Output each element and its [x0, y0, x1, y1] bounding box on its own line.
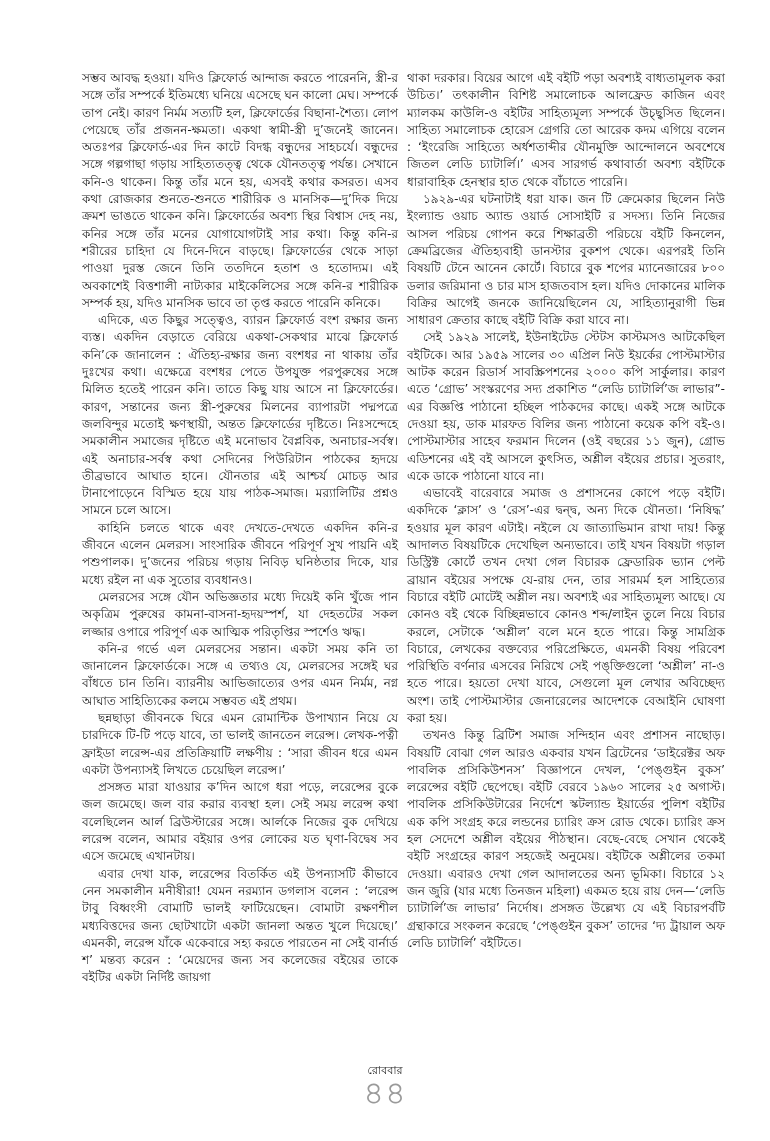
paragraph: মেলরসের সঙ্গে যৌন অভিজ্ঞতার মধ্যে দিয়েই কনি খুঁজে পান অকৃত্রিম পুরুষের কামনা-বাসনা-হৃদয়স্পর্শ, যা দেহতটের সকল লজ্জার ওপারে পরিপূর্ণ এক আত্মিক পরিতৃপ্তির স্পর্শেও ঋদ্ধ। — [82, 589, 398, 639]
magazine-name: রোববার — [367, 1064, 403, 1077]
paragraph: কাহিনি চলতে থাকে এবং দেখতে-দেখতে একদিন কনি-র জীবনে এলেন মেলরস। সাংসারিক জীবনে পরিপূর্ণ সুখ পায়নি এই পশুপালক। দু’জনের পরিচয় গড়ায় নিবিড় ঘনিষ্ঠতার দিকে, যার মধ্যে রইল না এক সুতোর ব্যবধানও। — [82, 520, 398, 587]
paragraph: এবার দেখা যাক, লরেন্সের বিতর্কিত এই উপন্যাসটি কীভাবে নেন সমকালীন মনীষীরা! যেমন নরম্যান ডগলাস বলেন : ‘লরেন্স টাবু বিধ্বংসী বোমাটি ভালই ফাটিয়েছেন। বোমাটা রক্ষণশীল মধ্যবিত্তদের জন্য ছোটখাটো একটা জানলা অন্তত খুলে দিয়েছে।’ এমনকী, লরেন্স যাঁকে একেবারে সহ্য করতে পারতেন না সেই বার্নার্ড শ’ মন্তব্য করেন : ‘মেয়েদের জন্য সব কলেজের বইয়ের তাকে বইটির একটা নির্দিষ্ট জায়গা — [82, 866, 398, 985]
paragraph: সেই ১৯২৯ সালেই, ইউনাইটেড স্টেটস কাস্টমসও আটকেছিল বইটিকে। আর ১৯৫৯ সালের ৩০ এপ্রিল নিউ ইয়র্কের পোস্টমাস্টার আটক করেন রিডার্স সাবস্ক্রিপশনের ২০০০ কপি সার্কুলার। কারণ এতে ‘গ্রোভ’ সংস্করণের সদ্য প্রকাশিত “লেডি চ্যাটার্লি’জ লাভার”-এর বিজ্ঞপ্তি পাঠানো হচ্ছিল পাঠকদের কাছে। একই সঙ্গে আটকে দেওয়া হয়, ডাক মারফত বিলির জন্য পাঠানো কয়েক কপি বই-ও। পোস্টমাস্টার সাহেব ফরমান দিলেন (ওই বছরের ১১ জুন), গ্রোভ এডিশনের এই বই আসলে কুৎসিত, অশ্লীল বইয়ের প্রচার। সুতরাং, একে ডাকে পাঠানো যাবে না। — [407, 330, 725, 483]
left-text-column — [82, 70, 398, 987]
right-text-column — [407, 70, 725, 952]
paragraph: ১৯২৯-এর ঘটনাটাই ধরা যাক। জন টি ক্রেমেকার ছিলেন নিউ ইংল্যান্ড ওয়াচ অ্যান্ড ওয়ার্ড সোসাইটি র সদস্য। তিনি নিজের আসল পরিচয় গোপন করে শিক্ষাব্রতী পরিচয়ে বইটি কিনলেন, ক্রেমব্রিজের ঐতিহ্যবাহী ডানস্টার বুকশপ থেকে। এরপরই তিনি বিষয়টি টেনে আনেন কোর্টে। বিচারে বুক শপের ম্যানেজারের ৮০০ ডলার জরিমানা ও চার মাস হাজতবাস হল। যদিও দোকানের মালিক বিক্রির আগেই জনকে জানিয়েছিলেন যে, সাহিত্যানুরাগী ভিন্ন সাধারণ ক্রেতার কাছে বইটি বিক্রি করা যাবে না। — [407, 192, 725, 328]
paragraph: তখনও কিন্তু ব্রিটিশ সমাজ সন্দিহান এবং প্রশাসন নাছোড়। বিষয়টি বোঝা গেল আরও একবার যখন ব্রিটেনের ‘ডাইরেক্টর অফ পাবলিক প্রসিকিউশনস’ বিজ্ঞাপনে দেখল, ‘পেঙ্গুইন বুকস’ লরেন্সের বইটি ছেপেছে। বইটি বেরবে ১৯৬০ সালের ২৫ অগাস্ট। পাবলিক প্রসিকিউটারের নির্দেশে স্কটল্যান্ড ইয়ার্ডের পুলিশ বইটির এক কপি সংগ্রহ করে লন্ডনের চ্যারিং ক্রস রোড থেকে। চ্যারিং ক্রস হল সেদেশে অশ্লীল বইয়ের পীঠস্থান। বেছে-বেছে সেখান থেকেই বইটি সংগ্রহের কারণ সহজেই অনুমেয়। বইটিকে অশ্লীলের তকমা দেওয়া। এবারও দেখা গেল আদালতের অন্য ভূমিকা। বিচারে ১২ জন জুরি (যার মধ্যে তিনজন মহিলা) একমত হয়ে রায় দেন—‘লেডি চ্যাটার্লি’জ লাভার’ নির্দোষ। প্রসঙ্গত উল্লেখ্য যে এই বিচারপর্বটি গ্রন্থাকারে সংকলন করেছে ‘পেঙ্গুইন বুকস’ তাদের ‘দ্য ট্রায়াল অফ লেডি চ্যাটার্লি’ বইটিতে। — [407, 728, 725, 950]
paragraph: প্রসঙ্গত মারা যাওয়ার ক’দিন আগে ধরা পড়ে, লরেন্সের বুকে জল জমেছে। জল বার করার ব্যবস্থা হল। সেই সময় লরেন্স কথা বলেছিলেন আর্ল ব্রিউস্টারের সঙ্গে। আর্লকে নিজের বুক দেখিয়ে লরেন্স বলেন, আমার বইয়ার ওপর লোকের যত ঘৃণা-বিদ্বেষ সব এসে জমেছে এখানটায়। — [82, 780, 398, 864]
paragraph: থাকা দরকার। বিয়ের আগে এই বইটি পড়া অবশ্যই বাধ্যতামূলক করা উচিত।’ তৎকালীন বিশিষ্ট সমালোচক আলফ্রেড কাজিন এবং ম্যালকম কাউলি-ও বইটির সাহিত্যমূল্য সম্পর্কে উচ্ছ্বসিত ছিলেন। সাহিত্য সমালোচক হোরেস গ্রেগরি তো আরেক কদম এগিয়ে বলেন : ‘ইংরেজি সাহিত্যে অর্ধশতাব্দীর যৌনমুক্তি আন্দোলনে অবশেষে জিতল লেডি চ্যাটার্লি।’ এসব সারগর্ভ কথাবার্তা অবশ্য বইটিকে ধারাবাহিক হেনস্থার হাত থেকে বাঁচাতে পারেনি। — [407, 71, 725, 189]
paragraph: ছন্নছাড়া জীবনকে ঘিরে এমন রোমান্টিক উপাখ্যান নিয়ে যে চারদিকে টি-টি পড়ে যাবে, তা ভালই জানতেন লরেন্স। লেখক-পত্নী ফ্রাইডা লরেন্স-এর প্রতিক্রিয়াটি লক্ষণীয় : ‘সারা জীবন ধরে এমন একটা উপন্যাসই লিখতে চেয়েছিল লরেন্স।’ — [82, 710, 398, 777]
paragraph: সম্ভব আবদ্ধ হওয়া। যদিও ক্লিফোর্ড আন্দাজ করতে পারেননি, স্ত্রী-র সঙ্গে তাঁর সম্পর্কে ইতিমধ্যে ঘনিয়ে এসেছে ঘন কালো মেঘ। সম্পর্কে তাপ নেই। কারণ নির্মম সত্যটি হল, ক্লিফোর্ডের বিছানা-শৈত্য। লোপ পেয়েছে তাঁর প্রজনন-ক্ষমতা। একথা স্বামী-স্ত্রী দু’জনেই জানেন। অতঃপর ক্লিফোর্ড-এর দিন কাটে বিদগ্ধ বন্ধুদের সাহচর্যে। বন্ধুদের সঙ্গে গল্পগাছা গড়ায় সাহিত্যতত্ত্ব থেকে যৌনতত্ত্ব পর্যন্ত। সেখানে কনি-ও থাকেন। কিন্তু তাঁর মনে হয়, এসবই কথার কসরত। এসব কথা রোজকার শুনতে-শুনতে শারীরিক ও মানসিক—দু’দিক দিয়ে ক্রমশ ভাঙতে থাকেন কনি। ক্লিফোর্ডের অবশ্য স্থির বিশ্বাস দেহ নয়, কনির সঙ্গে তাঁর মনের যোগাযোগটাই সার কথা। কিন্তু কনি-র শরীরের চাহিদা যে দিনে-দিনে বাড়ছে। ক্লিফোর্ডের থেকে সাড়া পাওয়া দুরস্ত জেনে তিনি ততদিনে হতাশ ও হতোদ্যম। এই অবকাশেই বিত্তশালী নাট্যকার মাইকেলিসের সঙ্গে কনি-র শারীরিক সম্পর্ক হয়, যদিও মানসিক ভাবে তা তৃপ্ত করতে পারেনি কনিকে। — [82, 71, 398, 310]
paragraph: এদিকে, এত কিছুর সত্ত্বেও, ব্যারন ক্লিফোর্ড বংশ রক্ষার জন্য ব্যস্ত। একদিন বেড়াতে বেরিয়ে একথা-সেকথার মাঝে ক্লিফোর্ড কনি’কে জানালেন : ঐতিহ্য-রক্ষার জন্য বংশধর না থাকায় তাঁর দুঃখের কথা। এক্ষেত্রে বংশধর পেতে উপযুক্ত পরপুরুষের সঙ্গে মিলিত হতেই পারেন কনি। তাতে কিছু যায় আসে না ক্লিফোর্ডের। কারণ, সন্তানের জন্য স্ত্রী-পুরুষের মিলনের ব্যাপারটা পদ্মপত্রে জলবিন্দুর মতোই ক্ষণস্থায়ী, অন্তত ক্লিফোর্ডের দৃষ্টিতে। নিঃসন্দেহে সমকালীন সমাজের দৃষ্টিতে এই মনোভাব বৈপ্লবিক, অনাচার-সর্বস্ব। এই অনাচার-সর্বস্ব কথা সেদিনের পিউরিটান পাঠকের হৃদয়ে তীব্রভাবে আঘাত হানে। যৌনতার এই আশ্চর্য মোচড় আর টানাপোড়েনে বিস্মিত হয়ে যায় পাঠক-সমাজ। মর‍্যালিটির প্রশ্নও সামনে চলে আসে। — [82, 313, 398, 518]
page-number: ৪৪ — [363, 1074, 407, 1112]
paragraph: কনি-র গর্ভে এল মেলরসের সন্তান। একটা সময় কনি তা জানালেন ক্লিফোর্ডকে। সঙ্গে এ তথ্যও যে, মেলরসের সঙ্গেই ঘর বাঁধতে চান তিনি। ব্যারনীয় আভিজাত্যের ওপর এমন নির্মম, নগ্ন আঘাত সাহিত্যিকের কলমে সম্ভবত এই প্রথম। — [82, 641, 398, 708]
paragraph: এভাবেই বারেবারে সমাজ ও প্রশাসনের কোপে পড়ে বইটি। একদিকে ‘ক্লাস’ ও ‘রেস’-এর দ্বন্দ্ব, অন্য দিকে যৌনতা। ‘নিষিদ্ধ’ হওয়ার মূল কারণ এটাই। নইলে যে জাত্যাভিমান রাখা দায়! কিন্তু আদালত বিষয়টিকে দেখেছিল অন্যভাবে। তাই যখন বিষয়টা গড়াল ডিস্ট্রিক্ট কোর্টে তখন দেখা গেল বিচারক ফ্রেডারিক ভ্যান পেল্ট ব্রায়ান বইয়ের সপক্ষে যে-রায় দেন, তার সারমর্ম হল সাহিত্যের বিচারে বইটি মোটেই অশ্লীল নয়। অবশ্যই এর সাহিত্যমূল্য আছে। যে কোনও বই থেকে বিচ্ছিন্নভাবে কোনও শব্দ/লাইন তুলে নিয়ে বিচার করলে, সেটাকে ‘অশ্লীল’ বলে মনে হতে পারে। কিন্তু সামগ্রিক বিচারে, লেখকের বক্তব্যের পরিপ্রেক্ষিতে, এমনকী বিষয় পরিবেশ পরিস্থিতি বর্ণনার এসবের নিরিখে সেই পঙ্‌ক্তিগুলো ‘অশ্লীল’ না-ও হতে পারে। হয়তো দেখা যাবে, সেগুলো মূল লেখার অবিচ্ছেদ্য অংশ। তাই পোস্টমাস্টার জেনারেলের আদেশকে বেআইনি ঘোষণা করা হয়। — [407, 486, 725, 725]
